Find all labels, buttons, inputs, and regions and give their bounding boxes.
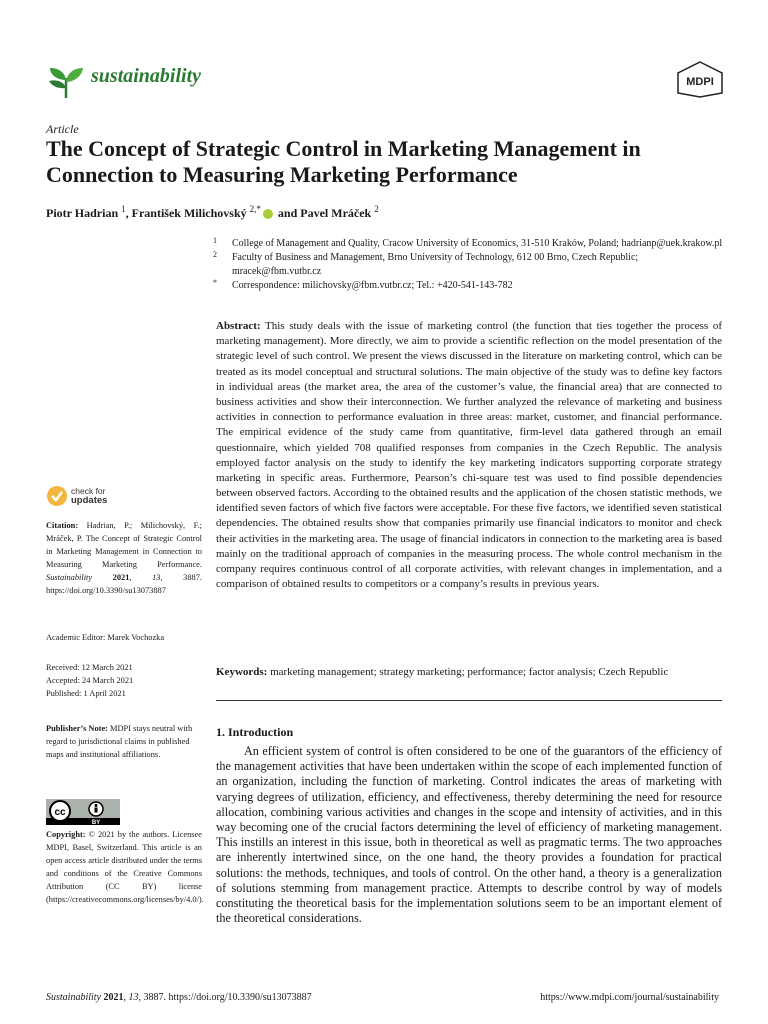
author-affiliation-mark: 2 bbox=[374, 204, 379, 214]
journal-header bbox=[46, 58, 726, 102]
author-name[interactable]: Piotr Hadrian bbox=[46, 206, 119, 220]
copyright-label: Copyright: bbox=[46, 830, 86, 839]
copyright-text: © 2021 by the authors. Licensee MDPI, Basel, Switzerland. This article is an open access article distributed under the terms and conditions of the Creative Commons Attribution (CC BY) license (https://creativecommons.org/licenses/by/4.0/). bbox=[46, 830, 204, 904]
citation-doi[interactable]: 3887. https://doi.org/10.3390/su13073887 bbox=[46, 573, 202, 595]
affiliation-text: College of Management and Quality, Cracow University of Economics, 31-510 Kraków, Poland; hadrianp@uek.krakow.pl bbox=[232, 238, 723, 249]
check-updates-text bbox=[71, 487, 107, 505]
footer-journal-url[interactable]: https://www.mdpi.com/journal/sustainability bbox=[540, 992, 719, 1003]
publisher-name: MDPI bbox=[686, 76, 714, 88]
footer-volume: , 13, bbox=[123, 992, 141, 1003]
abstract-label: Abstract: bbox=[216, 320, 261, 332]
citation-volume: , 13, bbox=[129, 573, 163, 582]
footer-journal: Sustainability bbox=[46, 992, 101, 1003]
abstract bbox=[216, 319, 722, 592]
check-for-updates-badge[interactable] bbox=[46, 485, 126, 511]
mdpi-logo[interactable] bbox=[674, 60, 726, 98]
citation-year: 2021 bbox=[92, 573, 130, 582]
published-date: Published: 1 April 2021 bbox=[46, 689, 126, 698]
check-updates-icon bbox=[46, 485, 68, 507]
affiliation-item bbox=[213, 237, 723, 251]
journal-name[interactable]: sustainability bbox=[91, 65, 202, 87]
author-separator: , bbox=[125, 206, 132, 220]
affiliation-text: Faculty of Business and Management, Brno University of Technology, 612 00 Brno, Czech Republic; mracek@fbm.vutbr.cz bbox=[232, 252, 639, 277]
orcid-icon[interactable] bbox=[263, 209, 273, 219]
check-updates-line2: updates bbox=[71, 495, 108, 506]
section-heading: 1. Introduction bbox=[216, 725, 294, 739]
article-title: The Concept of Strategic Control in Marketing Management in Connection to Measuring Marketing Performance bbox=[46, 136, 641, 187]
check-updates-line1: check for bbox=[71, 486, 106, 496]
introduction-paragraph: An efficient system of control is often considered to be one of the guarantors of the efficiency of the management activities that have been undertaken within the scope of each implemented function of an organization, including the function of marketing. Control indicates the areas of marketing with varying degrees of utilization, efficiency, and effectiveness, thereby determining the need for resource allocation, combining various activities and changes in the scope and intensity of activities, and in this way becoming one of the crucial factors determining the level of efficiency of marketing management. This instills an interest in this issue, both in theoretical as well as pragmatic terms. The two approaches are inherently intertwined since, on the one hand, the theory provides a foundation for practical solutions: the methods, techniques, and tools of control. On the other hand, a theory is a generalization of solutions stemming from management practice. Attempts to describe control by way of models constituting the theoretical basis for the implementation solutions seem to be an important element of the theoretical considerations. bbox=[216, 744, 722, 926]
section-divider bbox=[216, 700, 722, 701]
affiliation-mark: 2 bbox=[213, 250, 217, 259]
author-affiliation-mark: 1 bbox=[121, 204, 126, 214]
affiliations bbox=[213, 237, 723, 293]
citation-text: Hadrian, P.; Milichovský, F.; Mráček, P. The Concept of Strategic Control in Marketing Management in Connection to Measuring Marketing Performance. bbox=[46, 521, 202, 569]
author-name[interactable]: František Milichovský bbox=[131, 206, 247, 220]
author-affiliation-mark: 2,* bbox=[249, 204, 261, 214]
correspondence-item bbox=[213, 279, 723, 293]
citation-label: Citation: bbox=[46, 521, 79, 530]
footer-citation bbox=[46, 992, 312, 1003]
received-date: Received: 12 March 2021 bbox=[46, 663, 133, 672]
author-name[interactable]: Pavel Mráček bbox=[300, 206, 372, 220]
cc-by-license-badge[interactable] bbox=[46, 799, 120, 825]
affiliation-mark: * bbox=[213, 278, 217, 287]
abstract-text: This study deals with the issue of marketing control (the function that ties together the process of marketing management). More directly, we aim to provide a scientific reflection on the model presentation of the strategic level of such control. We present the views discussed in the literature on marketing control, which can be treated as its model conceptual and structural solutions. The main objective of the study was to define key factors in individual areas (the market area, the area of the customer’s value, the financial area) that are connected to business activities and show their interconnection. We further analyzed the relevance of marketing and business activities in connection to performance evaluation in three areas: market, customer, and financial performance. The empirical evidence of the study came from quantitative, firm-level data gathered through an email questionnaire, which yielded 708 qualified responses from companies in the Czech Republic. The analysis employed factor analysis on the study to identify the key marketing indicators supporting corporate strategy marketing in specific areas. Furthermore, Pearson’s chi-square test was used to find possible dependencies between observed factors. According to the obtained results and the application of the chosen statistic methods, we identified seven factors of which five factors were acceptable. For these five factors, we identified seven statistical dependencies. The obtained results show that companies primarily use financial indicators to monitor and check their activities in the marketing area. The usage of financial indicators in connection to the marketing area is based mainly on the traditional approach of companies in the measuring process. The whole control mechanism in the company requires continuous control of all corporate activities, with relevant changes in implementation, and a comparison of obtained results to competitors or a company’s results in previous years. bbox=[216, 320, 722, 591]
keywords-label: Keywords: bbox=[216, 666, 268, 678]
leaf-sprout-icon bbox=[46, 60, 86, 100]
publishers-note-text: MDPI stays neutral with regard to jurisdictional claims in published maps and institutional affiliations. bbox=[46, 724, 193, 759]
article-type: Article bbox=[46, 122, 79, 136]
citation-journal: Sustainability bbox=[46, 573, 93, 582]
author-separator: and bbox=[274, 206, 301, 220]
affiliation-mark: 1 bbox=[213, 236, 217, 245]
keywords-text: marketing management; strategy marketing; performance; factor analysis; Czech Republic bbox=[267, 666, 669, 678]
footer-doi[interactable]: 3887. https://doi.org/10.3390/su13073887 bbox=[141, 992, 312, 1003]
svg-text:cc: cc bbox=[54, 807, 66, 818]
publishers-note-label: Publisher’s Note: bbox=[46, 724, 108, 733]
citation-block bbox=[46, 519, 202, 597]
author-list bbox=[46, 204, 379, 221]
publication-dates bbox=[46, 661, 202, 700]
publishers-note bbox=[46, 722, 202, 761]
academic-editor: Academic Editor: Marek Vochozka bbox=[46, 633, 165, 642]
accepted-date: Accepted: 24 March 2021 bbox=[46, 676, 134, 685]
footer-year: 2021 bbox=[101, 992, 124, 1003]
copyright-notice bbox=[46, 828, 202, 906]
correspondence-text: Correspondence: milichovsky@fbm.vutbr.cz; Tel.: +420-541-143-782 bbox=[232, 280, 513, 291]
cc-badge-label: BY bbox=[91, 820, 101, 825]
keywords bbox=[216, 665, 722, 680]
affiliation-item bbox=[213, 251, 723, 279]
